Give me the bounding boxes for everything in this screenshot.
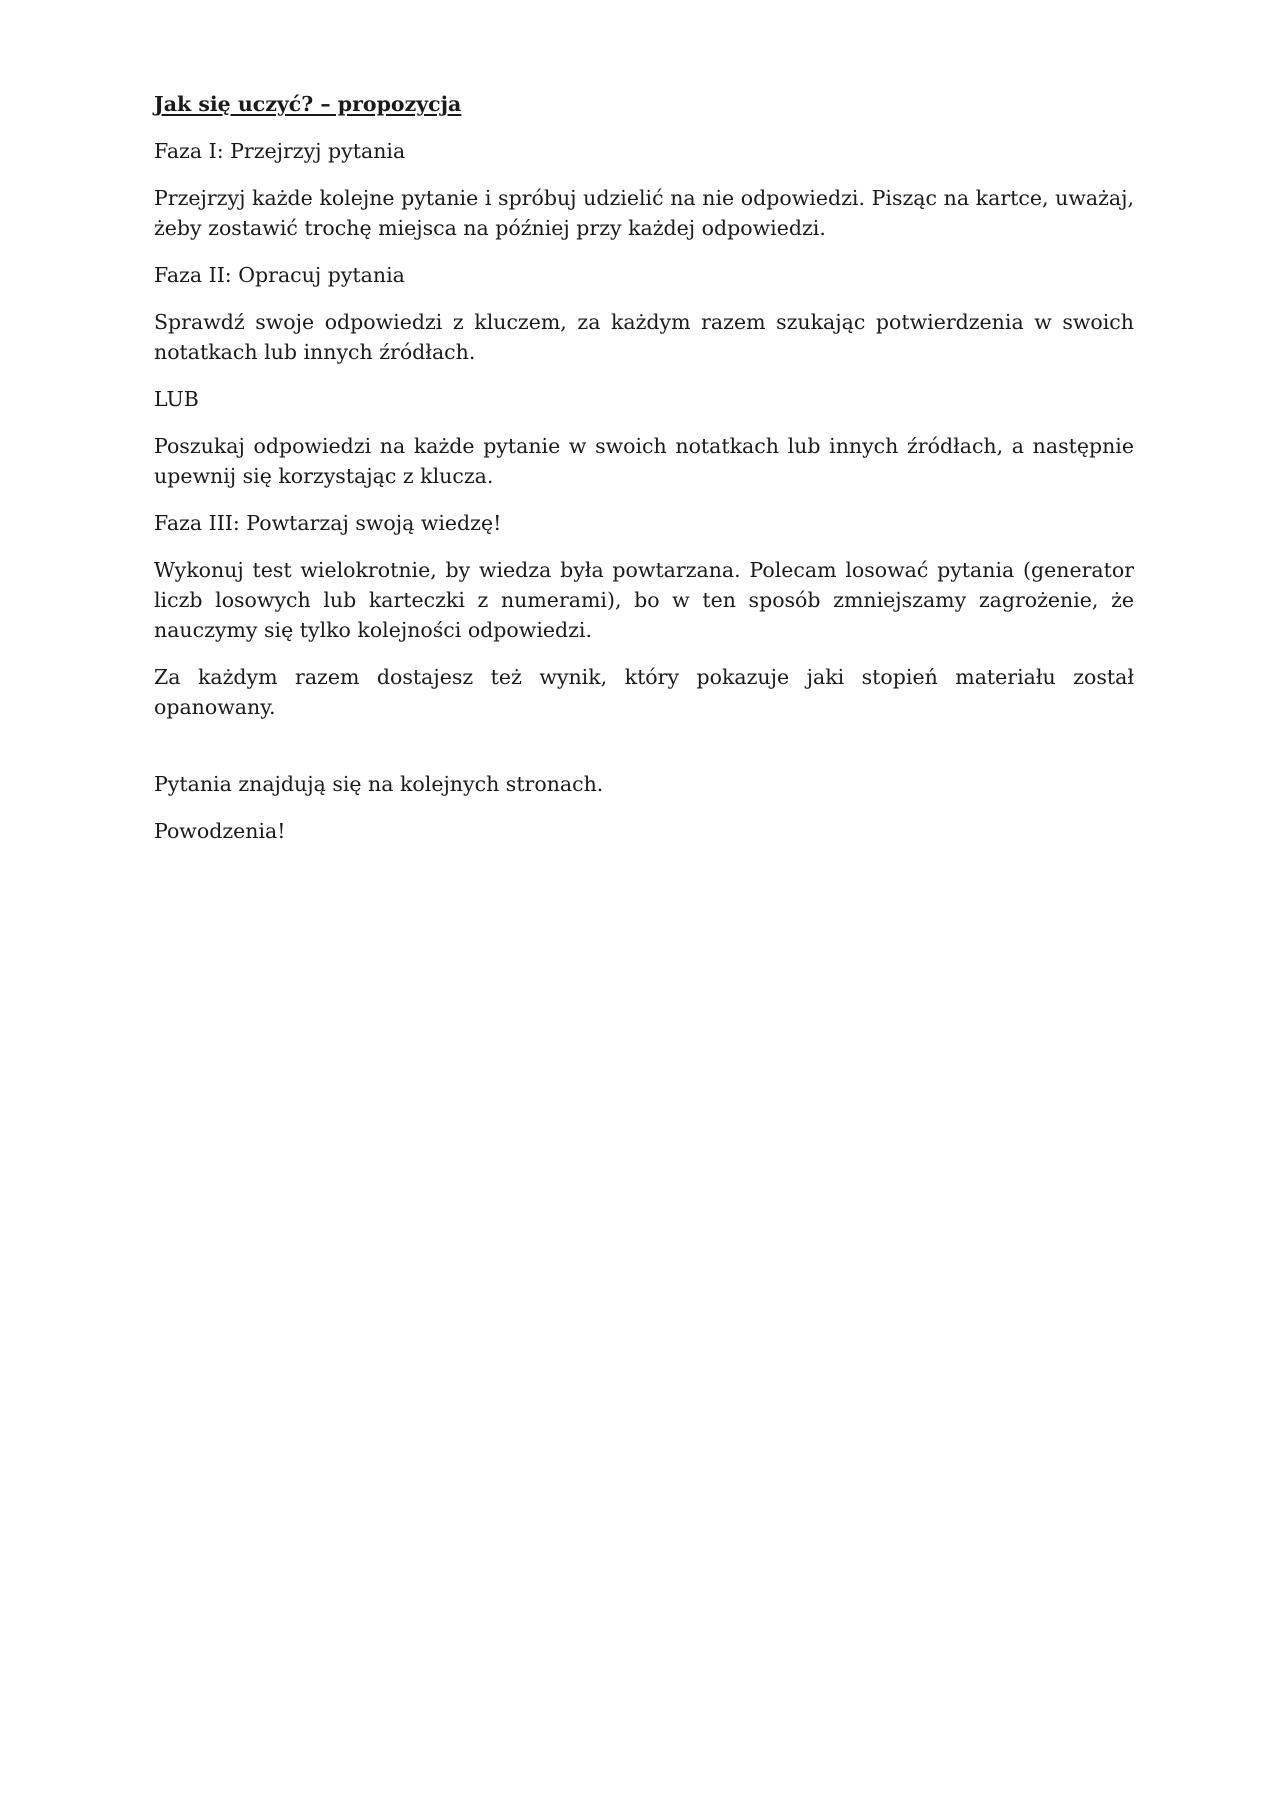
document-body xyxy=(154,89,1134,863)
document-title: Jak się uczyć? – propozycja xyxy=(154,92,462,116)
phase-1-heading: Faza I: Przejrzyj pytania xyxy=(154,139,406,163)
phase-2-paragraph-a: Sprawdź swoje odpowiedzi z kluczem, za każdym razem szukając potwierdzenia w swoich notatkach lub innych źródłach. xyxy=(154,310,1134,364)
or-separator: LUB xyxy=(154,387,199,411)
closing-line: Powodzenia! xyxy=(154,819,286,843)
phase-2-heading: Faza II: Opracuj pytania xyxy=(154,263,405,287)
phase-2-paragraph-b: Poszukaj odpowiedzi na każde pytanie w swoich notatkach lub innych źródłach, a następnie upewnij się korzystając z klucza. xyxy=(154,434,1134,488)
result-paragraph: Za każdym razem dostajesz też wynik, który pokazuje jaki stopień materiału został opanowany. xyxy=(154,665,1134,719)
phase-3-heading: Faza III: Powtarzaj swoją wiedzę! xyxy=(154,511,502,535)
phase-1-paragraph: Przejrzyj każde kolejne pytanie i spróbuj udzielić na nie odpowiedzi. Pisząc na kartce, uważaj, żeby zostawić trochę miejsca na później przy każdej odpowiedzi. xyxy=(154,186,1134,240)
questions-note: Pytania znajdują się na kolejnych stronach. xyxy=(154,772,604,796)
phase-3-paragraph: Wykonuj test wielokrotnie, by wiedza była powtarzana. Polecam losować pytania (generator liczb losowych lub karteczki z numerami), bo w ten sposób zmniejszamy zagrożenie, że nauczymy się tylko kolejności odpowiedzi. xyxy=(154,558,1134,642)
